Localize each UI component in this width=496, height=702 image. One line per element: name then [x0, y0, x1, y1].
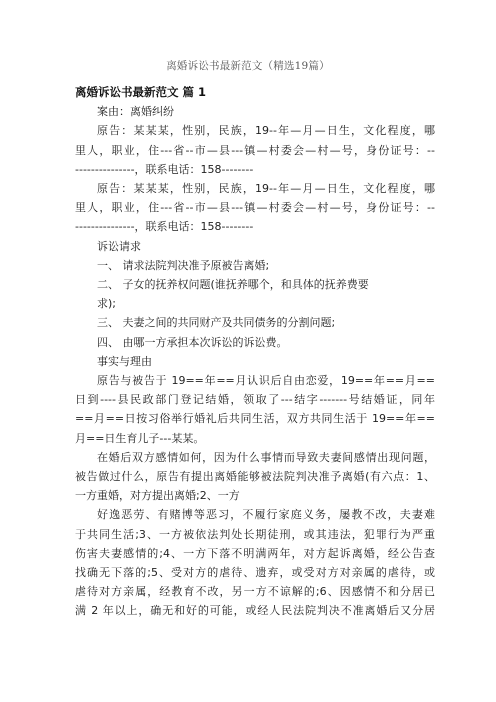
text-line: 月==日生育儿子---某某。 [75, 431, 205, 445]
text-line: 二、 子女的抚养权问题(谁抚养哪个，和具体的抚养费要 [97, 278, 369, 292]
document-body [75, 83, 435, 621]
text-line: 里人，职业，住---省--市—县---镇—村委会—村—号，身份证号：-- [75, 143, 435, 157]
text-line: ---------------，联系电话：158-------- [75, 220, 254, 234]
text-line: 被告做过什么，原告有提出离婚能够被法院判决准予离婚(有六点：1、 [75, 470, 435, 484]
text-line: ---------------，联系电话：158-------- [75, 162, 254, 176]
text-line: 原告：某某某，性别，民族，19--年—月—日生，文化程度，哪 [97, 182, 435, 196]
text-line: 虐待对方亲属，经教育不改，另一方不谅解的;6、因感情不和分居已 [75, 585, 435, 599]
text-line: 一、 请求法院判决准予原被告离婚; [97, 258, 270, 272]
text-line: 一方重婚，对方提出离婚;2、一方 [75, 489, 240, 503]
text-line: 三、 夫妻之间的共同财产及共同债务的分割问题; [97, 316, 336, 330]
text-line: 诉讼请求 [97, 239, 141, 253]
text-line: 里人，职业，住---省--市—县---镇—村委会—村—号，身份证号：-- [75, 201, 435, 215]
text-line: 好逸恶劳、有赌博等恶习，不履行家庭义务，屡教不改，夫妻难 [97, 508, 435, 522]
text-line: 满 2 年以上，确无和好的可能，或经人民法院判决不准离婚后又分居 [75, 604, 435, 618]
text-line: 事实与理由 [97, 354, 152, 368]
text-line: 四、 由哪一方承担本次诉讼的诉讼费。 [97, 335, 288, 349]
section-heading: 离婚诉讼书最新范文 篇 1 [75, 85, 207, 99]
text-line: 伤害夫妻感情的;4、一方下落不明满两年，对方起诉离婚，经公告查 [75, 546, 435, 560]
text-line: 找确无下落的;5、受对方的虐待、遗弃，或受对方对亲属的虐待，或 [75, 566, 435, 580]
text-line: 原告与被告于 19==年==月认识后自由恋爱，19==年==月== [97, 374, 435, 388]
paragraph-lines [75, 102, 435, 620]
text-line: 案由：离婚纠纷 [97, 105, 174, 119]
text-line: 日到----县民政部门登记结婚，领取了---结字-------号结婚证，同年 [75, 393, 435, 407]
page-header: 离婚诉讼书最新范文（精选19篇） [166, 60, 330, 72]
text-line: 于共同生活;3、一方被依法判处长期徒刑，或其违法，犯罪行为严重 [75, 527, 435, 541]
text-line: 原告：某某某，性别，民族，19--年—月—日生，文化程度，哪 [97, 124, 435, 138]
text-line: 在婚后双方感情如何，因为什么事情而导致夫妻间感情出现问题， [97, 450, 435, 464]
text-line: 求); [97, 297, 116, 311]
text-line: ==月==日按习俗举行婚礼后共同生活，双方共同生活于 19==年== [75, 412, 435, 426]
